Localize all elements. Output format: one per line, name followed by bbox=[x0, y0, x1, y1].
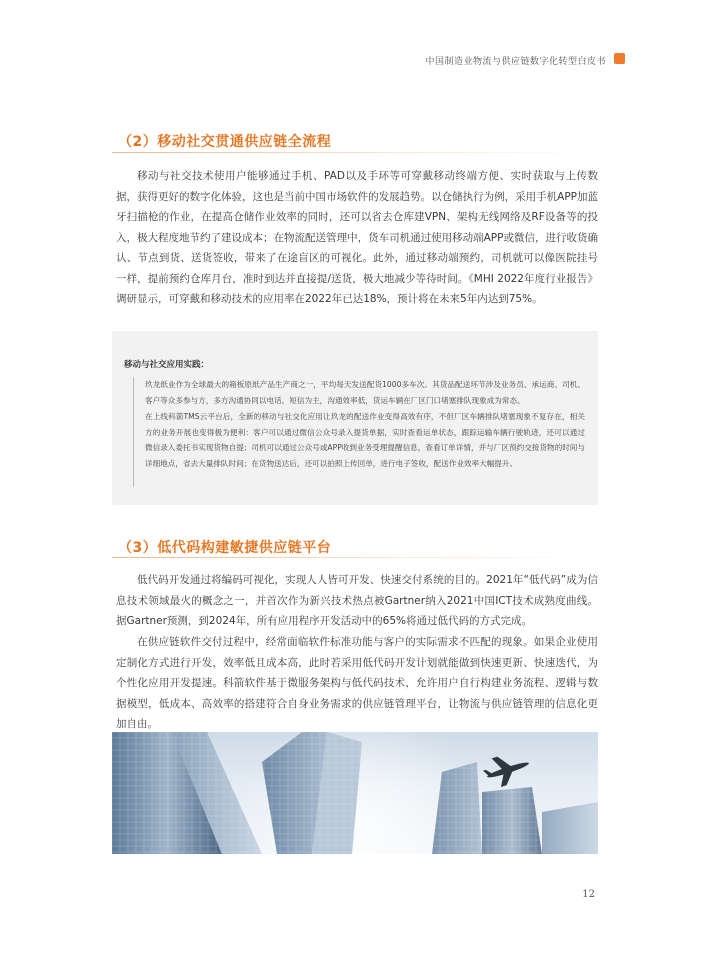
section-3-title: （3）低代码构建敏捷供应链平台 bbox=[118, 540, 332, 556]
case-study-paragraph-1: 玖龙纸业作为全球最大的箱板原纸产品生产商之一，平均每天发送配货1000多车次。其货品配送环节涉及业务员、承运商、司机、客户等众多参与方，多方沟通协同以电话、短信为主，沟通效率低，货运车辆在厂区门口堵塞排队现象成为常态。 bbox=[145, 380, 585, 405]
section-3-paragraph-1: 低代码开发通过将编码可视化，实现人人皆可开发、快速交付系统的目的。2021年“低代码”成为信息技术领域最火的概念之一，并首次作为新兴技术热点被Gartner纳入2021中国ICT技术成熟度曲线。据Gartner预测，到2024年，所有应用程序开发活动中的65%将通过低代码的方式完成。 bbox=[116, 574, 598, 627]
skyscraper-airplane-photo bbox=[112, 732, 598, 854]
section-2-title: （2）移动社交贯通供应链全流程 bbox=[118, 134, 332, 150]
page-number: 12 bbox=[582, 889, 595, 900]
section-2-underline bbox=[112, 152, 598, 153]
header-square-icon bbox=[614, 53, 625, 64]
case-study-quote-bar bbox=[133, 377, 134, 487]
skyscraper-illustration bbox=[112, 732, 598, 854]
case-study-title: 移动与社交应用实践： bbox=[124, 360, 210, 370]
section-3-paragraph-2: 在供应链软件交付过程中，经常面临软件标准功能与客户的实际需求不匹配的现象。如果企业使用定制化方式进行开发，效率低且成本高，此时若采用低代码开发计划就能做到快速更新、快速迭代，为个性化应用开发提速。科箭软件基于微服务架构与低代码技术，允许用户自行构建业务流程、逻辑与数据模型，低成本、高效率的搭建符合自身业务需求的供应链管理平台，让物流与供应链管理的信息化更加自由。 bbox=[116, 636, 598, 730]
airplane-icon bbox=[480, 748, 533, 791]
case-study-paragraph-2: 在上线科箭TMS云平台后，全新的移动与社交化应用让玖龙的配送作业变得高效有序，不但厂区车辆排队堵塞现象不复存在，相关方的业务开展也变得极为便利：客户可以通过微信公众号录入提货单据，实时查看运单状态，跟踪运输车辆行驶轨迹，还可以通过微信录入委托书实现货物自提；司机可以通过公众号或APP收到业务受理提醒信息，查看订单详情，并与厂区预约交接货物的时间与详细地点，省去大量排队时间；在货物送达后，还可以拍照上传回单，进行电子签收，配送作业效率大幅提升。 bbox=[145, 412, 585, 468]
section-3-underline bbox=[112, 557, 598, 558]
header-title: 中国制造业物流与供应链数字化转型白皮书 bbox=[425, 57, 606, 67]
section-2-paragraph: 移动与社交技术使用户能够通过手机、PAD以及手环等可穿戴移动终端方便、实时获取与上传数据，获得更好的数字化体验，这也是当前中国市场软件的发展趋势。以仓储执行为例，采用手机APP加蓝牙扫描枪的作业，在提高仓储作业效率的同时，还可以省去仓库建VPN、架构无线网络及RF设备等的投入，极大程度地节约了建设成本；在物流配送管理中，货车司机通过使用移动端APP或微信，进行收货确认、节点到货、送货签收，带来了在途盲区的可视化。此外，通过移动端预约，司机就可以像医院挂号一样，提前预约仓库月台，准时到达并直接提/送货，极大地减少等待时间。《MHI 2022年度行业报告》调研显示，可穿戴和移动技术的应用率在2022年已达18%，预计将在未来5年内达到75%。 bbox=[116, 170, 598, 305]
